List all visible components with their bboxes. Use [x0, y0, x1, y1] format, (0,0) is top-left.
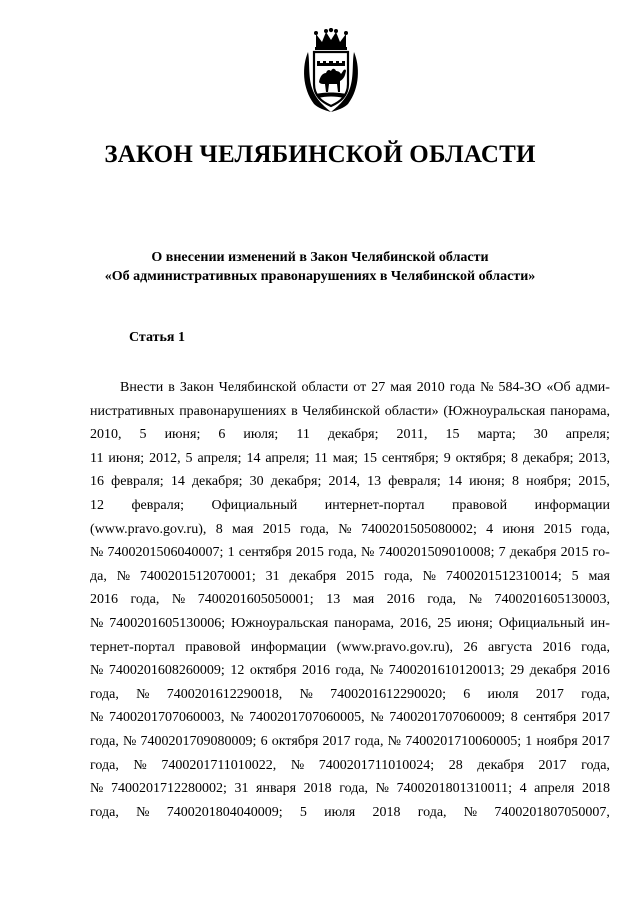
body-word: 2017	[535, 686, 564, 702]
body-word: №	[387, 733, 402, 749]
body-word: области»	[384, 403, 439, 419]
body-word: 7400201612290018,	[166, 686, 283, 702]
body-word: ноября;	[526, 474, 572, 490]
body-word: года,	[335, 663, 365, 679]
body-word: 7400201712280002;	[110, 781, 227, 797]
body-word: апреля;	[565, 427, 610, 443]
body-word: 26	[463, 639, 478, 655]
body-word: №	[299, 686, 313, 702]
body-word: 7400201512310014;	[445, 568, 562, 584]
body-word: 7400201605050001;	[197, 592, 314, 608]
body-word: №	[90, 663, 104, 679]
body-word: панорама,	[550, 403, 610, 419]
body-word: года,	[90, 686, 119, 702]
body-word: информации	[534, 497, 610, 513]
body-word: 2010,	[90, 427, 122, 443]
body-word: №	[468, 592, 482, 608]
body-word: декабря;	[191, 474, 243, 490]
body-word: 2016,	[399, 615, 432, 631]
body-word: марта;	[477, 427, 516, 443]
body-word: 7400201807050007,	[494, 804, 610, 820]
body-word: 7400201804040009;	[166, 804, 283, 820]
body-word: 13	[326, 592, 341, 608]
body-word: 2015	[295, 545, 324, 561]
body-word: 7400201605130006;	[109, 615, 226, 631]
body-word: 2016	[301, 663, 330, 679]
crown-icon	[314, 28, 348, 50]
body-word: июня;	[469, 474, 505, 490]
body-word: №	[370, 710, 384, 726]
body-word: 7400201605130003,	[494, 592, 610, 608]
body-word: 31	[265, 568, 280, 584]
body-word: 7400201509010008;	[378, 545, 495, 561]
body-word: 4	[519, 781, 527, 797]
body-word: адми-	[575, 380, 610, 395]
body-word: 29	[510, 663, 525, 679]
body-word: 7400201707060003,	[108, 710, 225, 726]
body-word: ин-	[590, 615, 610, 631]
body-word: 2012,	[149, 450, 181, 466]
body-word: 6	[218, 427, 226, 443]
body-word: правовой	[451, 497, 508, 513]
body-word: 2017	[582, 710, 610, 726]
body-word: 12	[90, 497, 104, 513]
body-word: №	[90, 781, 104, 797]
body-word: 8	[511, 474, 519, 490]
body-word: 27	[371, 380, 386, 395]
body-word: 2016	[542, 639, 571, 655]
body-word: №	[338, 521, 352, 537]
body-word: 7400201608260009;	[108, 663, 225, 679]
body-word: февраля;	[111, 474, 164, 490]
body-line	[90, 376, 610, 400]
body-word: 5	[139, 427, 147, 443]
body-word: года,	[90, 804, 119, 820]
body-word: декабря;	[270, 474, 322, 490]
body-word: 2015	[262, 521, 291, 537]
body-word: 15	[445, 427, 460, 443]
body-line	[90, 801, 610, 825]
law-subject	[0, 248, 640, 286]
body-word: года	[449, 380, 476, 395]
body-word: сентября;	[381, 450, 439, 466]
body-word: июня;	[108, 450, 145, 466]
body-word: 15	[362, 450, 377, 466]
body-word: 6	[260, 733, 268, 749]
body-word: Закон	[179, 380, 214, 395]
body-word: информации	[250, 639, 327, 655]
body-word: го-	[592, 545, 610, 561]
body-word: года,	[417, 804, 447, 820]
body-line	[90, 400, 610, 424]
body-word: 2017	[538, 757, 567, 773]
body-word: 25	[437, 615, 452, 631]
body-word: 30	[533, 427, 548, 443]
body-word: 7400201612290020;	[330, 686, 446, 702]
body-word: 30	[249, 474, 264, 490]
body-word: года,	[300, 521, 329, 537]
body-word: мая	[352, 592, 375, 608]
body-word: декабря;	[327, 427, 379, 443]
body-word: июля;	[243, 427, 279, 443]
body-word: 5	[185, 450, 193, 466]
body-word: №	[375, 781, 390, 797]
body-word: №	[133, 757, 147, 773]
body-word: №	[361, 545, 375, 561]
body-word: года,	[90, 733, 119, 749]
body-word: 16	[90, 474, 104, 490]
body-word: 11	[90, 450, 104, 466]
body-word: мая;	[332, 450, 359, 466]
body-word: 8	[511, 450, 519, 466]
body-word: №	[171, 592, 186, 608]
body-word: апреля	[534, 781, 575, 797]
body-word: февраля;	[131, 497, 185, 513]
body-word: августа	[487, 639, 533, 655]
body-word: октября;	[455, 450, 507, 466]
body-word: 7400201506040007;	[107, 545, 224, 561]
body-line	[90, 636, 610, 660]
body-word: 2015	[543, 521, 572, 537]
body-word: (www.pravo.gov.ru),	[336, 639, 454, 655]
body-word: 584-ЗО	[498, 380, 542, 395]
coat-of-arms-emblem	[302, 28, 360, 114]
body-word: года,	[427, 592, 457, 608]
body-word: 9	[443, 450, 451, 466]
body-word: 7400201711010024;	[318, 757, 435, 773]
body-word: да,	[90, 568, 107, 584]
body-word: 14	[170, 474, 185, 490]
body-word: 7400201707060009;	[389, 710, 506, 726]
body-word: в	[291, 403, 298, 419]
body-word: №	[463, 804, 478, 820]
body-word: нистративных	[90, 403, 175, 419]
body-line	[90, 518, 610, 542]
body-word: июля	[487, 686, 519, 702]
body-word: (www.pravo.gov.ru),	[90, 521, 207, 537]
body-line	[90, 565, 610, 589]
body-word: №	[290, 757, 305, 773]
body-word: 2016	[90, 592, 118, 608]
body-word: 2014,	[328, 474, 360, 490]
body-word: июня;	[457, 615, 493, 631]
body-word: года,	[328, 545, 357, 561]
body-line	[90, 447, 610, 471]
body-line	[90, 541, 610, 565]
body-word: года,	[383, 568, 413, 584]
body-word: июля	[324, 804, 356, 820]
body-word: 28	[448, 757, 463, 773]
body-word: №	[136, 804, 150, 820]
body-word: 2018	[303, 781, 332, 797]
body-word: 2013,	[578, 450, 610, 466]
body-line	[90, 588, 610, 612]
body-word: 1	[227, 545, 235, 561]
body-word: 13	[367, 474, 382, 490]
article-body	[90, 376, 610, 824]
body-word: 7400201709080009;	[140, 733, 257, 749]
body-word: декабря	[509, 545, 557, 561]
body-word: ноября	[536, 733, 578, 749]
body-word: 8	[215, 521, 223, 537]
body-word: декабря	[529, 663, 577, 679]
body-word: 7400201707060005,	[249, 710, 365, 726]
body-word: 8	[510, 710, 518, 726]
article-heading: Статья 1	[129, 330, 185, 345]
body-word: 2016	[581, 663, 610, 679]
body-word: года,	[130, 592, 160, 608]
body-word: от	[353, 380, 367, 395]
body-word: года,	[581, 521, 610, 537]
body-word: 2015	[560, 545, 589, 561]
body-word: декабря	[477, 757, 524, 773]
body-word: 11	[296, 427, 310, 443]
subject-line-1: О внесении изменений в Закон Челябинской области	[151, 250, 489, 265]
body-word: 7400201610120013;	[388, 663, 505, 679]
body-word: 7	[498, 545, 506, 561]
body-line	[90, 659, 610, 683]
body-word: тернет-портал	[90, 639, 175, 655]
body-word: февраля;	[388, 474, 441, 490]
body-word: года,	[581, 757, 610, 773]
body-word: октября	[271, 733, 319, 749]
body-word: июня;	[164, 427, 201, 443]
body-word: апреля;	[265, 450, 310, 466]
body-word: области	[301, 380, 349, 395]
body-line	[90, 470, 610, 494]
body-word: №	[230, 710, 244, 726]
body-word: правовой	[185, 639, 241, 655]
body-word: 2010	[416, 380, 445, 395]
body-word: 7400201710060005;	[405, 733, 522, 749]
body-word: правонарушениях	[179, 403, 287, 419]
body-word: 2017	[322, 733, 351, 749]
body-word: года,	[581, 639, 610, 655]
body-word: 2016	[386, 592, 415, 608]
body-word: мая	[232, 521, 254, 537]
body-word: Челябинской	[302, 403, 381, 419]
body-word: Официальный	[211, 497, 298, 513]
body-word: 6	[463, 686, 471, 702]
body-word: 14	[246, 450, 261, 466]
body-word: 2015	[346, 568, 375, 584]
body-word: декабря	[289, 568, 337, 584]
body-line	[90, 683, 610, 707]
body-word: 7400201512070001;	[139, 568, 256, 584]
body-word: 7400201801310011;	[396, 781, 512, 797]
body-line	[90, 706, 610, 730]
body-word: апреля;	[197, 450, 242, 466]
body-word: 4	[486, 521, 494, 537]
body-word: №	[116, 568, 131, 584]
body-word: 5	[299, 804, 307, 820]
body-line	[90, 494, 610, 518]
body-word: 14	[447, 474, 462, 490]
body-line	[90, 730, 610, 754]
body-word: «Об	[546, 380, 571, 395]
body-line	[90, 754, 610, 778]
body-word: 2011,	[396, 427, 428, 443]
body-word: интернет-портал	[324, 497, 425, 513]
body-word: года,	[354, 733, 384, 749]
body-word: (Южноуральская	[443, 403, 546, 419]
body-word: 11	[314, 450, 328, 466]
body-word: октября	[249, 663, 297, 679]
body-word: января	[256, 781, 297, 797]
body-word: года,	[339, 781, 369, 797]
body-word: сентября	[238, 545, 292, 561]
body-word: мая	[390, 380, 412, 395]
body-word: панорама,	[334, 615, 395, 631]
body-line	[90, 423, 610, 447]
body-word: №	[422, 568, 436, 584]
body-word: в	[168, 380, 175, 395]
body-word: 7400201711010022,	[161, 757, 277, 773]
body-word: 2018	[372, 804, 401, 820]
body-word: 12	[230, 663, 245, 679]
body-word: №	[90, 545, 104, 561]
body-word: 7400201505080002;	[360, 521, 477, 537]
body-word: №	[123, 733, 137, 749]
body-word: 5	[571, 568, 579, 584]
body-word: №	[90, 710, 104, 726]
body-word: мая	[588, 568, 610, 584]
body-word: Южноуральская	[230, 615, 329, 631]
body-word: Внести	[120, 380, 164, 395]
body-word: Официальный	[498, 615, 585, 631]
body-word: сентября	[523, 710, 577, 726]
body-word: 2018	[581, 781, 610, 797]
subject-line-2: «Об административных правонарушениях в Челябинской области»	[104, 269, 536, 284]
body-word: года,	[90, 757, 119, 773]
body-word: 1	[525, 733, 533, 749]
body-word: Челябинской	[218, 380, 297, 395]
body-word: 31	[234, 781, 249, 797]
body-word: 2017	[581, 733, 610, 749]
body-word: года,	[581, 686, 610, 702]
body-word: июня	[502, 521, 535, 537]
body-word: декабря;	[522, 450, 574, 466]
body-word: №	[136, 686, 150, 702]
body-word: №	[480, 380, 494, 395]
law-title: ЗАКОН ЧЕЛЯБИНСКОЙ ОБЛАСТИ	[104, 141, 536, 168]
body-word: №	[369, 663, 384, 679]
body-word: 2015,	[578, 474, 610, 490]
body-word: №	[90, 615, 104, 631]
body-line	[90, 777, 610, 801]
body-line	[90, 612, 610, 636]
